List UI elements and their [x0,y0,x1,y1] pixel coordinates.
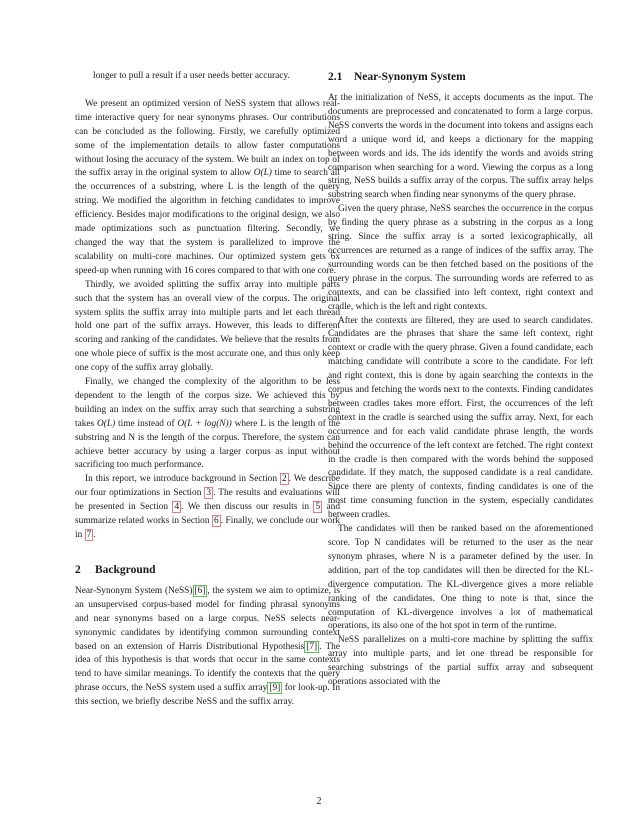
citation-link[interactable]: [7] [306,641,318,652]
thirdly-paragraph: Thirdly, we avoided splitting the suffix array into multiple parts such that the system has an overall view of the corpus. The original system splits the suffix array into multiple parts and let each thread hold one part of the suffix arrays. However, this leads to different scoring and ranking of the candidates. We believe that the results from one whole piece of suffix is the most accurate one, and thus only keep one copy of the suffix array globally. [75,279,340,374]
section-heading: 2 Background [75,563,156,576]
left-column [75,70,340,710]
background-paragraph: Near-Synonym System (NeSS) [6] , the system we aim to optimize, is an unsupervised corpus-based model for finding phrasal synonyms and near synonyms based on a large corpus. NeSS selects near-synonymic candidates by identifying common surrounding context based on an extension of Harris Distributional Hypothesis [7] . The idea of this hypothesis is that words that occur in the same contexts tend to have similar meanings. To identify the contexts that the query phrase occurs, the NeSS system used a suffix array [9] for look-up. In this section, we briefly describe NeSS and the suffix array. [75,585,340,708]
math-expression: O(L) [97,418,116,429]
right-column [328,70,593,690]
section-link[interactable]: 7 [86,530,92,540]
intro-paragraph: We present an optimized version of NeSS system that allows real-time interactive query for near synonyms phrases. Our contributions can be concluded as the following. Firstly, we carefully optimized some of the implementation details to allow faster computations without losing the accuracy of the system. We built an index on top of the suffix array in the original system to allow O(L) time to search all the occurrences of a substring, where L is the length of the query string. We modified the algorithm in fetching candidates to improve efficiency. Besides major modifications to the original design, we also made optimizations such as punctuation filtering. Secondly, we changed the way that the system is parallelized to improve the scalability on multi-core machines. Our optimized system gets 6x speed-up when running with 16 cores compared to that with one core. [75,98,340,276]
paragraph: The candidates will then be ranked based on the aforementioned score. Top N candidates will be returned to the user as the near synonym phrases, where N is a parameter defined by the user. In addition, part of the top candidates will then be directed for the KL-divergence computation. The KL-divergence gives a more reliable ranking of the candidates. One thing to note is that, since the computation of KL-divergence involves a lot of mathematical operations, its also one of the hot spot in term of the runtime. [328,524,593,632]
math-expression: O(L + log(N)) [177,418,232,429]
math-expression: O(L) [253,168,272,179]
section-link[interactable]: 2 [281,474,287,485]
citation-link[interactable]: [6] [194,585,206,596]
citation-link[interactable]: [9] [269,683,281,694]
continuation-line: longer to pull a result if a user needs better accuracy. [93,71,290,81]
section-link[interactable]: 3 [206,488,212,499]
finally-paragraph: Finally, we changed the complexity of the algorithm to be less dependent to the length of the corpus size. We achieved this by building an index on the suffix array such that searching a substring takes O(L) time instead of O(L + log(N)) where L is the length of the substring and N is the length of the corpus. Therefore, the system can achieve better accuracy by using a larger corpus as input without sacrificing too much performance. [75,377,340,471]
paragraph: NeSS parallelizes on a multi-core machine by splitting the suffix array into multiple parts, and let one thread be responsible for searching substrings of the partial suffix array and subsequent operations associated with the [328,635,593,688]
section-link[interactable]: 6 [214,516,219,527]
paragraph: After the contexts are filtered, they are used to search candidates. Candidates are the phrases that share the same left context, right context or cradle with the query phrase. Given a found candidate, each matching candidate will contribute a score to the candidate. For left and right context, this is done by again searching the contexts in the corpus and fetching the words next to the contexts. Finding candidates between cradles takes more effort. First, the occurrences of the left context in the cradle is searched using the suffix array. Next, for each occurrence and for each valid candidate phrase length, the words behind the occurrence of the left context are fetched. The right context in the cradle is then compared with the words behind the supposed candidate. If they match, the supposed candidate is a real candidate. Since there are plenty of contexts, finding candidates is one of the most time consuming function in the system, especially candidates between cradles. [328,315,593,521]
page-number: 2 [316,796,322,807]
report-outline-paragraph: In this report, we introduce background in Section 2 . We describe our four optimizations in Section 3 . The results and evaluations will be presented in Section 4 . We then discuss our results in 5 and summarize related works in Section 6 . Finally, we conclude our work in 7 . [75,474,341,540]
subsection-heading: 2.1 Near-Synonym System [328,71,466,83]
paragraph: Given the query phrase, NeSS searches the occurrence in the corpus by finding the query phrase as a substring in the corpus as a long string. Since the suffix array is a sorted lexicographically, all occurrences are returned as a range of indices of the suffix array. The surrounding words can be then fetched based on the positions of the query phrase in the corpus. The surrounding words are referred to as contexts, and can be classified into left context, right context and cradle, which is the left and right contexts. [328,204,593,312]
section-link[interactable]: 5 [315,502,321,513]
paragraph: At the initialization of NeSS, it accepts documents as the input. The documents are preprocessed and concatenated to form a large corpus. NeSS converts the words in the document into tokens and assigns each word a unique word id, and keeps a dictionary for the mapping between words and ids. The ids identify the words and avoids string comparison when searching for a word. Viewing the corpus as a long string, NeSS builds a suffix array of the corpus. The suffix array helps substring search when finding near synonyms of the query phrase. [328,93,593,201]
section-link[interactable]: 4 [174,502,180,513]
